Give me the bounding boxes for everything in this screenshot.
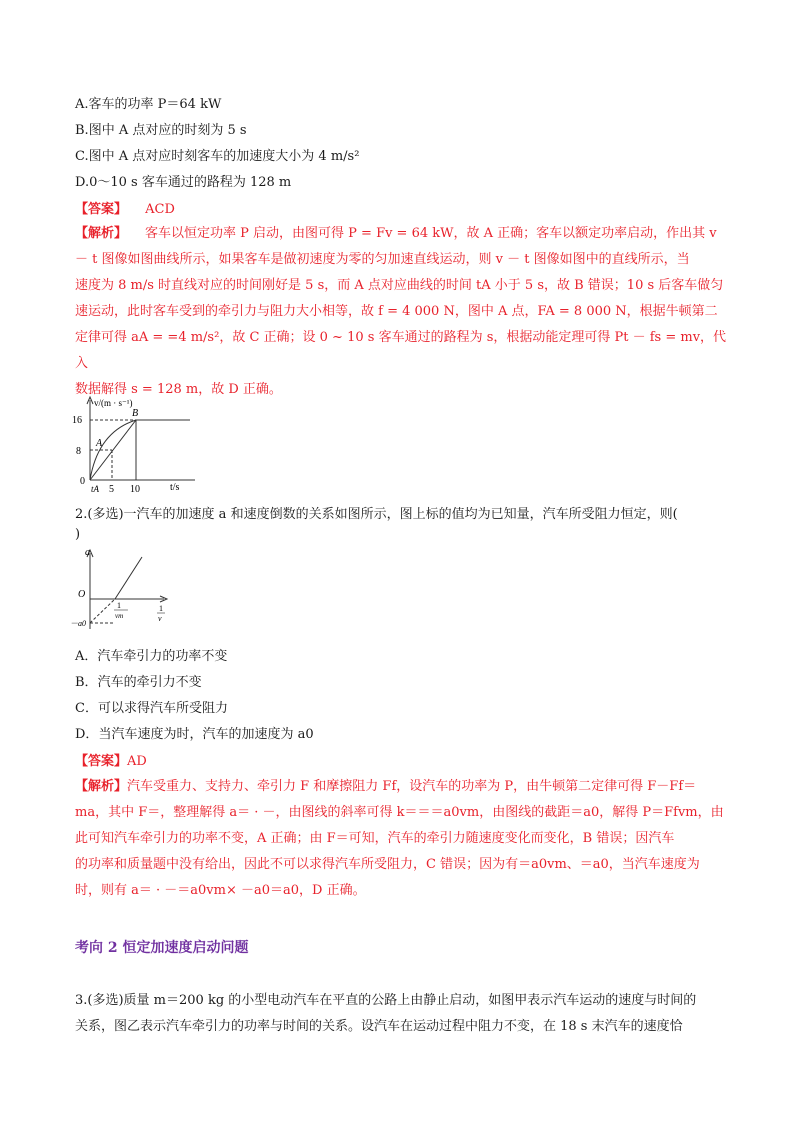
point-b-label: B (132, 408, 139, 419)
option-letter: B． (75, 675, 98, 690)
neg-a0-label: －a0 (70, 619, 86, 628)
option-letter: A. (75, 97, 89, 112)
analysis-text: 客车以恒定功率 P 启动，由图可得 P = Fv = 64 kW，故 A 正确；客车以额定功率启动，作出其 v (145, 226, 717, 241)
answer-label: 【答案】 (75, 754, 128, 769)
x-tick-den: vm (115, 612, 124, 620)
x-tick-10: 10 (130, 484, 140, 494)
x-tick-5: 5 (109, 484, 114, 494)
question-text: (多选)一汽车的加速度 a 和速度倒数的关系如图所示，图上标的值均为已知量，汽车所受阻力恒定，则( (87, 507, 678, 522)
solid-line (115, 557, 142, 599)
y-axis-label: v/(m · s⁻¹) (94, 398, 133, 408)
dashed-extension (90, 599, 115, 623)
q2-option-a (75, 648, 227, 665)
analysis-line: 速运动，此时客车受到的牵引力与阻力大小相等，故 f = 4 000 N，图中 A 点，FA = 8 000 N，根据牛顿第二 (75, 304, 718, 319)
question-number: 2. (75, 507, 88, 522)
section-heading: 考向 2 恒定加速度启动问题 (75, 940, 249, 956)
q2-stem (75, 506, 730, 523)
vt-graph-figure (70, 392, 210, 494)
q1-option-b (75, 122, 247, 139)
option-text: 汽车牵引力的功率不变 (97, 649, 228, 664)
x-axis-label: t/s (170, 482, 180, 493)
analysis-line: 时，则有 a＝ · －＝a0vm× －a0＝a0，D 正确。 (75, 883, 366, 898)
y-tick-0: 0 (80, 476, 85, 487)
answer-value: AD (127, 754, 147, 769)
q2-option-b (75, 674, 202, 691)
a-inverse-v-figure (70, 545, 180, 635)
analysis-line: 此可知汽车牵引力的功率不变，A 正确；由 F＝可知，汽车的牵引力随速度变化而变化，B 错误；因汽车 (75, 831, 675, 846)
q3-line-1: 3.(多选)质量 m＝200 kg 的小型电动汽车在平直的公路上由静止启动，如图甲表示汽车运动的速度与时间的 (75, 993, 697, 1008)
origin-label: O (78, 589, 86, 600)
option-letter: B. (75, 123, 89, 138)
analysis-line (75, 221, 730, 247)
q1-answer (75, 201, 175, 218)
option-letter: A． (75, 649, 98, 664)
analysis-line: － t 图像如图曲线所示，如果客车是做初速度为零的匀加速直线运动，则 v － t 图像如图中的直线所示，当 (75, 252, 690, 267)
analysis-line: 速度为 8 m/s 时直线对应的时间刚好是 5 s，而 A 点对应曲线的时间 tA 小于 5 s，故 B 错误；10 s 后客车做匀 (75, 278, 724, 293)
option-text: 图中 A 点对应时刻客车的加速度大小为 4 m/s² (88, 149, 360, 164)
option-text: 当汽车速度为时，汽车的加速度为 a0 (98, 727, 314, 742)
option-text: 客车的功率 P＝64 kW (88, 97, 222, 112)
option-letter: D. (75, 175, 90, 190)
analysis-text: 汽车受重力、支持力、牵引力 F 和摩擦阻力 Ff，设汽车的功率为 P，由牛顿第二定律可得 F－Ff＝ (127, 779, 697, 794)
q2-option-d (75, 726, 314, 743)
xlabel-den: v (158, 614, 162, 623)
xlabel-num: 1 (159, 604, 163, 613)
option-text: 可以求得汽车所受阻力 (97, 701, 228, 716)
y-tick-16: 16 (72, 415, 82, 426)
answer-value: ACD (145, 202, 175, 217)
point-a-label: A (96, 438, 103, 449)
answer-label: 【答案】 (75, 202, 128, 217)
option-text: 汽车的牵引力不变 (97, 675, 202, 690)
q1-analysis (75, 221, 730, 403)
q2-answer (75, 753, 147, 770)
option-letter: C． (75, 701, 98, 716)
analysis-line: ma，其中 F＝，整理解得 a＝ · －，由图线的斜率可得 k＝＝＝a0vm，由图线的截距＝a0，解得 P＝Ffvm，由 (75, 805, 724, 820)
q1-option-c (75, 148, 359, 165)
q2-option-c (75, 700, 228, 717)
option-text: 0～10 s 客车通过的路程为 128 m (89, 175, 292, 190)
x-tick-num: 1 (117, 601, 121, 610)
q3-line-2: 关系，图乙表示汽车牵引力的功率与时间的关系。设汽车在运动过程中阻力不变，在 18 s 末汽车的速度恰 (75, 1019, 683, 1034)
q2-stem-end: ) (75, 527, 81, 542)
q1-option-d (75, 174, 291, 191)
analysis-line: 定律可得 aA = =4 m/s²，故 C 正确；设 0 ~ 10 s 客车通过的路程为 s，根据动能定理可得 Pt － fs = mv，代入 (75, 330, 727, 371)
option-letter: C. (75, 149, 89, 164)
analysis-line: 的功率和质量题中没有给出，因此不可以求得汽车所受阻力，C 错误；因为有＝a0vm、＝a0，当汽车速度为 (75, 857, 700, 872)
q2-analysis (75, 774, 730, 904)
y-tick-8: 8 (76, 446, 81, 457)
analysis-label: 【解析】 (75, 779, 128, 794)
x-tick-ta: tA (91, 484, 99, 494)
analysis-line: 数据解得 s = 128 m，故 D 正确。 (75, 382, 282, 397)
analysis-line (75, 774, 730, 800)
option-letter: D． (75, 727, 99, 742)
q1-option-a (75, 96, 221, 113)
option-text: 图中 A 点对应的时刻为 5 s (88, 123, 247, 138)
analysis-label: 【解析】 (75, 226, 128, 241)
y-axis-label: a (85, 547, 90, 558)
